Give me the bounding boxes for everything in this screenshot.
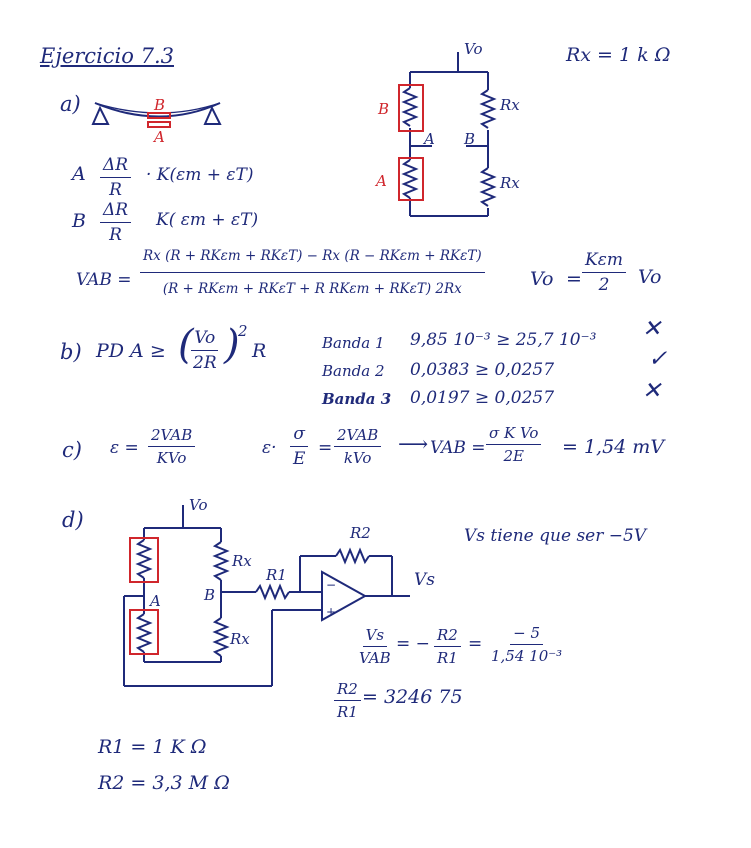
r1-resistor-icon xyxy=(256,586,289,598)
band-1-value: 9,85 10⁻³ ≥ 25,7 10⁻³ xyxy=(410,330,597,350)
vab-result-den: 2 xyxy=(598,275,610,295)
vab-result-suffix: Vo xyxy=(638,266,662,288)
d-r2-r1-fraction xyxy=(434,626,461,667)
part-c-result: = 1,54 mV xyxy=(562,436,665,458)
d-r2-label: R2 xyxy=(350,524,371,542)
band-3-name: Banda 3 xyxy=(322,390,392,408)
band-1-cross-icon: ✕ xyxy=(642,316,662,342)
bridge1-gauge-b-label: B xyxy=(378,100,390,118)
d-vs-vab-num: Vs xyxy=(363,626,388,647)
part-c-vab: VAB = xyxy=(430,438,486,458)
part-c-sigma-den: E xyxy=(293,449,306,469)
beam-label-b: B xyxy=(154,96,166,114)
part-b-expr-left: PD A ≥ xyxy=(96,340,166,362)
gauge-d-top-box xyxy=(130,538,158,582)
vab-den: (R + RKεm + RKεT + R RKεm + RKεT) 2Rx xyxy=(162,281,462,297)
r2-resistor-icon xyxy=(336,550,369,562)
rx-d-bottom-resistor-icon xyxy=(215,618,227,656)
part-b-expr-right: R xyxy=(252,340,267,362)
band-2-value: 0,0383 ≥ 0,0257 xyxy=(410,360,555,380)
vab-label: VAB = xyxy=(76,270,132,290)
band-2-name: Banda 2 xyxy=(322,362,385,380)
part-c-eps-den: KVo xyxy=(156,449,187,467)
d-value-num: − 5 xyxy=(510,624,543,645)
gauge-d-bottom-resistor-icon xyxy=(138,614,150,652)
part-c-sigma-num: σ xyxy=(290,424,308,447)
page-title: Ejercicio 7.3 xyxy=(40,44,174,68)
part-c-label: c) xyxy=(62,438,82,462)
part-b-den: 2R xyxy=(193,353,217,373)
d-ratio-value: = 3246 75 xyxy=(362,686,463,708)
part-c-eps-num: 2VAB xyxy=(148,426,195,447)
opamp-minus-icon: − xyxy=(326,578,337,592)
d-ratio-den: R1 xyxy=(337,703,358,721)
d-note: Vs tiene que ser −5V xyxy=(464,526,647,546)
d-value-fraction xyxy=(488,624,565,665)
part-c-eps: ε = xyxy=(110,438,139,458)
band-2-check-icon: ✓ xyxy=(648,346,668,372)
d-vs-vab-fraction xyxy=(356,626,394,667)
d-eq2: = xyxy=(468,634,483,654)
d-rx-bottom: Rx xyxy=(230,630,250,648)
gauge-d-bottom-box xyxy=(130,610,158,654)
part-c-mid-den: kVo xyxy=(343,449,372,467)
row-a-den: R xyxy=(109,180,122,200)
row-a-expr: · K(εm + εT) xyxy=(146,165,254,185)
row-a-letter: A xyxy=(72,163,86,185)
part-d-label: d) xyxy=(62,508,84,532)
part-c-result-den: 2E xyxy=(503,447,524,465)
d-ratio-num: R2 xyxy=(334,680,361,701)
part-b-label: b) xyxy=(60,340,82,364)
opamp-plus-icon: + xyxy=(326,605,337,619)
d-r2-r1-den: R1 xyxy=(437,649,458,667)
vab-result-num: Kεm xyxy=(582,250,626,273)
d-node-b: B xyxy=(204,586,216,604)
beam-label-a: A xyxy=(154,128,165,146)
vab-vo-factor: Vo xyxy=(530,268,554,290)
d-r2-r1-num: R2 xyxy=(434,626,461,647)
d-value-den: 1,54 10⁻³ xyxy=(491,647,563,665)
d-vs-label: Vs xyxy=(414,570,436,590)
row-b-letter: B xyxy=(72,210,86,232)
d-eq-minus: = − xyxy=(396,634,430,654)
part-c-mid-num: 2VAB xyxy=(334,426,381,447)
d-r1-label: R1 xyxy=(266,566,287,584)
bridge1-rx-bottom: Rx xyxy=(500,174,520,192)
d-node-a: A xyxy=(150,592,161,610)
bridge1-vo-label: Vo xyxy=(464,40,483,58)
rx-d-top-resistor-icon xyxy=(215,542,227,580)
bridge1-node-a: A xyxy=(424,130,435,148)
band-1-name: Banda 1 xyxy=(322,334,385,352)
part-a-label: a) xyxy=(60,92,81,116)
part-b-paren-open: ( xyxy=(178,322,194,368)
row-b-den: R xyxy=(109,225,122,245)
d-vs-vab-den: VAB xyxy=(359,649,391,667)
band-3-value: 0,0197 ≥ 0,0257 xyxy=(410,388,555,408)
rx-note: Rx = 1 k Ω xyxy=(566,44,671,66)
d-vo-label: Vo xyxy=(189,496,208,514)
row-b-num: ΔR xyxy=(100,200,131,223)
part-b-paren-close: ) xyxy=(224,322,240,368)
vab-equals: = xyxy=(566,268,582,290)
part-c-arrow-icon: ⟶ xyxy=(398,432,429,456)
band-3-cross-icon: ✕ xyxy=(642,378,662,404)
vab-num: Rx (R + RKεm + RKεT) − Rx (R − RKεm + RKεT) xyxy=(140,248,485,273)
part-c-eq1: = xyxy=(318,438,333,458)
part-b-num: Vo xyxy=(191,328,218,351)
d-final-r1: R1 = 1 K Ω xyxy=(98,736,207,758)
d-final-r2: R2 = 3,3 M Ω xyxy=(98,772,230,794)
bridge1-gauge-a-label: A xyxy=(376,172,387,190)
row-a-num: ΔR xyxy=(100,155,131,178)
part-c-eps2: ε· xyxy=(262,438,277,458)
d-rx-top: Rx xyxy=(232,552,252,570)
part-c-result-num: σ K Vo xyxy=(486,424,541,445)
bridge1-node-b: B xyxy=(464,130,476,148)
bridge1-rx-top: Rx xyxy=(500,96,520,114)
part-b-exponent: 2 xyxy=(238,322,248,340)
gauge-d-top-resistor-icon xyxy=(138,540,150,578)
d-ratio-fraction xyxy=(334,680,361,721)
row-b-expr: K( εm + εT) xyxy=(156,210,259,230)
